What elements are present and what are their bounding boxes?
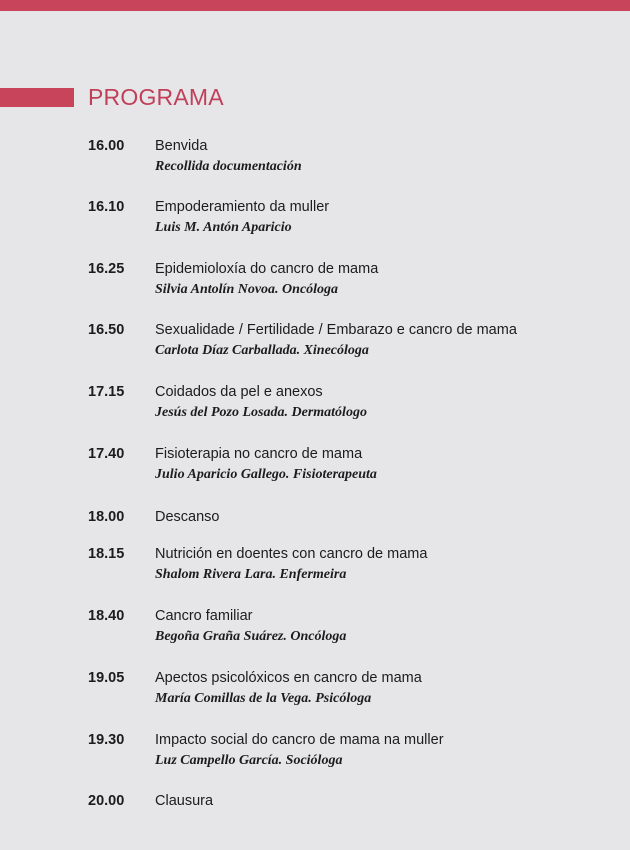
schedule-event: Cancro familiar bbox=[155, 608, 253, 624]
schedule-time: 17.40 bbox=[88, 446, 125, 462]
schedule-time: 16.25 bbox=[88, 261, 125, 277]
schedule-time: 18.00 bbox=[88, 509, 125, 525]
schedule-time: 19.05 bbox=[88, 670, 125, 686]
schedule-event: Apectos psicolóxicos en cancro de mama bbox=[155, 670, 422, 686]
schedule-time: 16.10 bbox=[88, 199, 125, 215]
page-title: PROGRAMA bbox=[88, 84, 224, 110]
schedule-time: 18.15 bbox=[88, 546, 125, 562]
schedule-event: Sexualidade / Fertilidade / Embarazo e cancro de mama bbox=[155, 322, 517, 338]
schedule-event: Fisioterapia no cancro de mama bbox=[155, 446, 363, 462]
schedule-speaker: Recollida documentación bbox=[155, 159, 302, 174]
schedule-time: 16.50 bbox=[88, 322, 125, 338]
schedule-time: 18.40 bbox=[88, 608, 125, 624]
schedule-time: 17.15 bbox=[88, 384, 125, 400]
schedule-speaker: Jesús del Pozo Losada. Dermatólogo bbox=[155, 405, 367, 420]
schedule-speaker: Luz Campello García. Socióloga bbox=[155, 753, 343, 768]
schedule-speaker: María Comillas de la Vega. Psicóloga bbox=[155, 691, 372, 706]
schedule-time: 19.30 bbox=[88, 732, 125, 748]
schedule-event: Descanso bbox=[155, 509, 220, 525]
schedule-time: 16.00 bbox=[88, 138, 125, 154]
schedule-event: Benvida bbox=[155, 138, 208, 154]
schedule-speaker: Shalom Rivera Lara. Enfermeira bbox=[155, 567, 347, 582]
schedule-speaker: Julio Aparicio Gallego. Fisioterapeuta bbox=[155, 467, 377, 482]
schedule-event: Nutrición en doentes con cancro de mama bbox=[155, 546, 428, 562]
schedule-event: Epidemioloxía do cancro de mama bbox=[155, 261, 379, 277]
schedule-speaker: Carlota Díaz Carballada. Xinecóloga bbox=[155, 343, 369, 358]
schedule-speaker: Begoña Graña Suárez. Oncóloga bbox=[155, 629, 347, 644]
schedule-event: Empoderamiento da muller bbox=[155, 199, 330, 215]
schedule-speaker: Luis M. Antón Aparicio bbox=[155, 220, 292, 235]
schedule-speaker: Silvia Antolín Novoa. Oncóloga bbox=[155, 282, 339, 297]
schedule-event: Clausura bbox=[155, 793, 214, 809]
schedule-event: Impacto social do cancro de mama na muller bbox=[155, 732, 444, 748]
schedule-event: Coidados da pel e anexos bbox=[155, 384, 323, 400]
schedule-time: 20.00 bbox=[88, 793, 125, 809]
